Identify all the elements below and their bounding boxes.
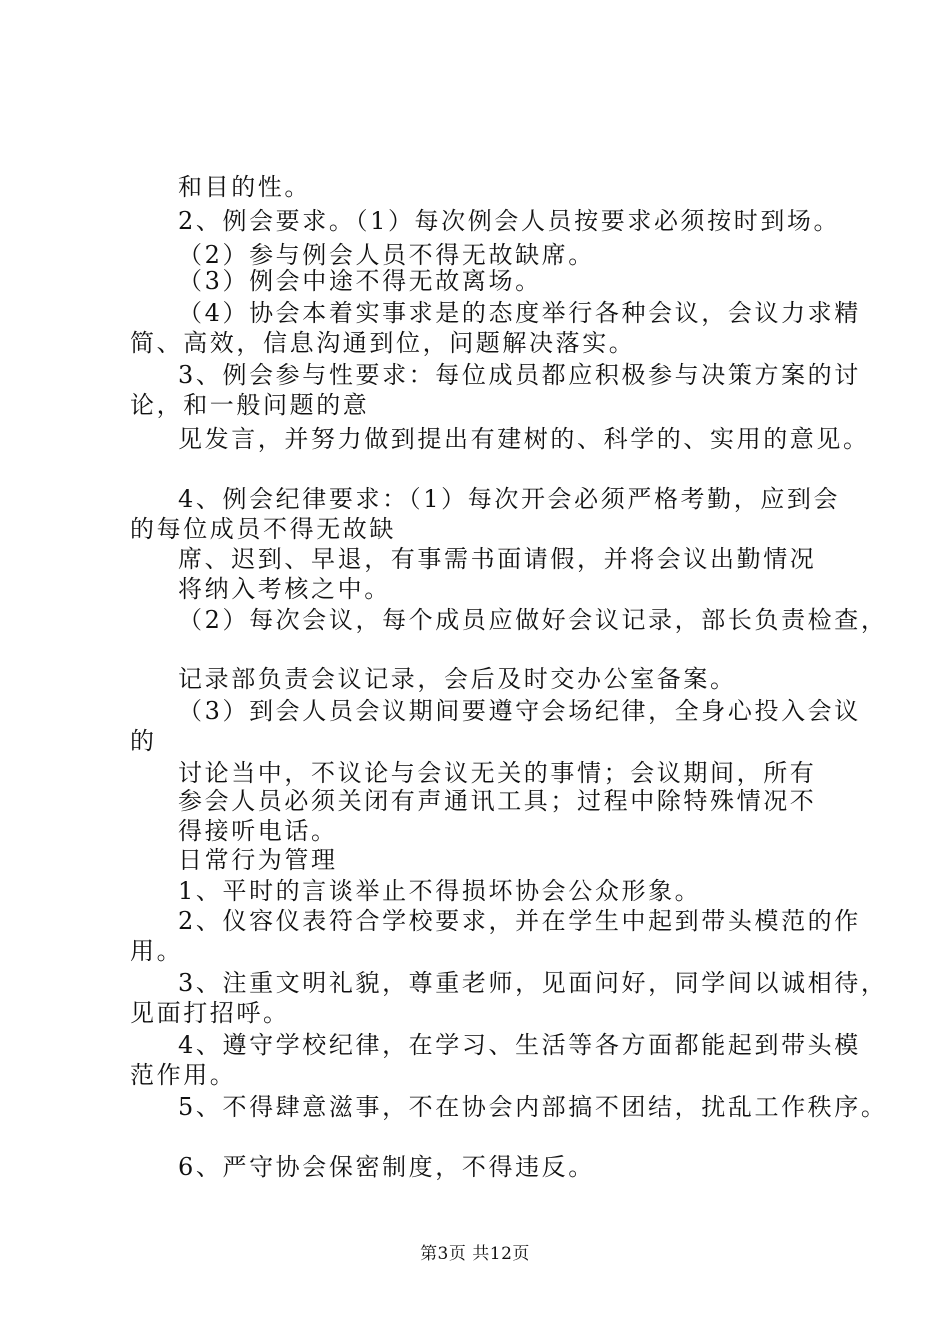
text-line: 3、注重文明礼貌，尊重老师，见面问好，同学间以诚相待，	[178, 969, 888, 997]
text-line: 用。	[130, 937, 184, 965]
text-line: （4）协会本着实事求是的态度举行各种会议，会议力求精	[178, 299, 861, 327]
text-line: 5、不得肆意滋事，不在协会内部搞不团结，扰乱工作秩序。	[178, 1093, 888, 1121]
text-line: 论，和一般问题的意	[130, 391, 370, 419]
text-line: 席、迟到、早退，有事需书面请假，并将会议出勤情况	[178, 545, 817, 573]
text-line: 1、平时的言谈举止不得损坏协会公众形象。	[178, 877, 702, 905]
page-footer: 第3页 共12页	[420, 1244, 530, 1264]
text-line: 讨论当中，不议论与会议无关的事情；会议期间，所有	[178, 759, 817, 787]
text-line: （2）参与例会人员不得无故缺席。	[178, 241, 595, 269]
text-line: （3）到会人员会议期间要遵守会场纪律，全身心投入会议	[178, 697, 861, 725]
text-line: （3）例会中途不得无故离场。	[178, 267, 542, 295]
text-line: 6、严守协会保密制度，不得违反。	[178, 1153, 595, 1181]
text-line: （2）每次会议，每个成员应做好会议记录，部长负责检查，	[178, 606, 888, 634]
text-line: 将纳入考核之中。	[178, 575, 391, 603]
text-line: 简、高效，信息沟通到位，问题解决落实。	[130, 329, 636, 357]
text-line: 见面打招呼。	[130, 999, 290, 1027]
text-line: 的	[130, 727, 157, 755]
text-line: 4、遵守学校纪律，在学习、生活等各方面都能起到带头模	[178, 1031, 861, 1059]
section-heading: 日常行为管理	[178, 846, 338, 874]
text-line: 得接听电话。	[178, 817, 338, 845]
text-line: 2、仪容仪表符合学校要求，并在学生中起到带头模范的作	[178, 907, 861, 935]
text-line: 记录部负责会议记录，会后及时交办公室备案。	[178, 665, 737, 693]
text-line: 的每位成员不得无故缺	[130, 515, 396, 543]
text-line: 见发言，并努力做到提出有建树的、科学的、实用的意见。	[178, 425, 870, 453]
text-line: 和目的性。	[178, 173, 311, 201]
text-line: 3、例会参与性要求：每位成员都应积极参与决策方案的讨	[178, 361, 861, 389]
text-line: 范作用。	[130, 1061, 237, 1089]
text-line: 2、例会要求。（1）每次例会人员按要求必须按时到场。	[178, 207, 841, 235]
text-line: 4、例会纪律要求：（1）每次开会必须严格考勤，应到会	[178, 485, 841, 513]
text-line: 参会人员必须关闭有声通讯工具；过程中除特殊情况不	[178, 787, 817, 815]
